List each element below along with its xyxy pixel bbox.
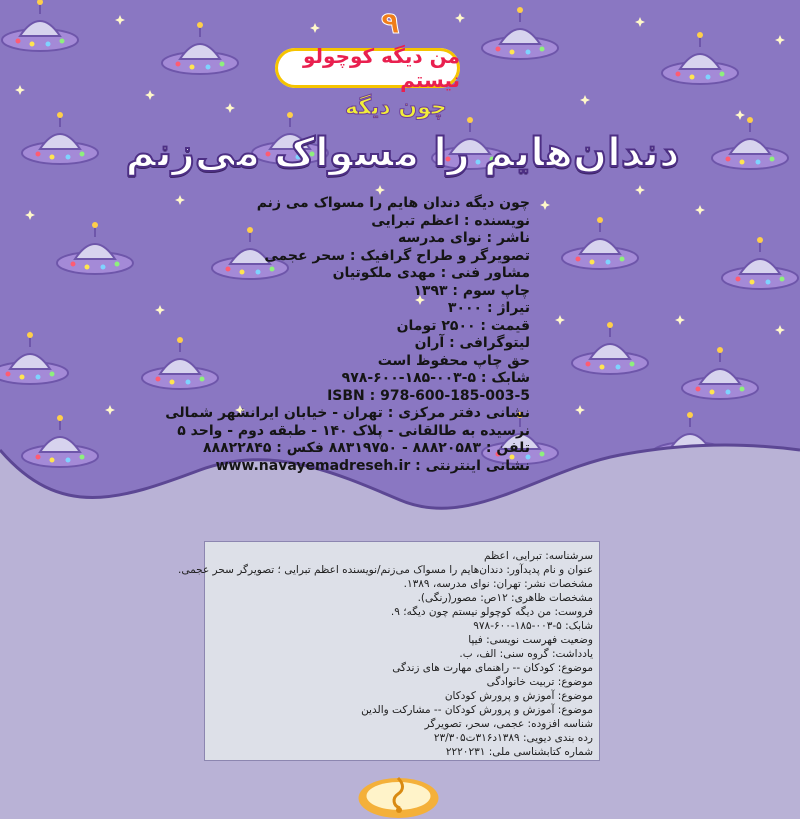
credit-line: نرسیده به طالقانی - پلاک ۱۴۰ - طبقه دوم - واحد ۵ — [177, 422, 530, 439]
cip-line: عنوان و نام پدیدآور: دندان‌هایم را مسواک می‌زنم/نویسنده اعظم تبرایی ؛ تصویرگر سحر عجمی. — [178, 564, 593, 576]
cip-line: موضوع: تربیت خانوادگی — [486, 676, 593, 688]
cip-line: شابک: ۵-۰۰۳-۱۸۵-۶۰۰-۹۷۸ — [473, 620, 593, 632]
publisher-logo-icon — [355, 770, 442, 819]
cip-line: موضوع: کودکان -- راهنمای مهارت های زندگی — [392, 662, 593, 674]
series-number: ۹ — [381, 6, 400, 41]
credit-line: چون دیگه دندان هایم را مسواک می زنم — [256, 195, 530, 211]
cip-line: شناسه افزوده: عجمی، سحر، تصویرگر — [424, 718, 593, 730]
cip-line: موضوع: آموزش و پرورش کودکان -- مشارکت والدین — [361, 704, 593, 716]
subtitle: چون دیگه — [345, 95, 447, 120]
credit-line: نشانی دفتر مرکزی : تهران - خیابان ایرانشهر شمالی — [165, 405, 530, 421]
credit-line: قیمت : ۲۵۰۰ تومان — [396, 317, 530, 334]
book-title: دندان‌هایم را مسواک می‌زنم — [125, 130, 680, 176]
credit-line: ناشر : نوای مدرسه — [398, 230, 530, 246]
cip-line: مشخصات ظاهری: ۱۲ص: مصور(رنگی). — [417, 592, 593, 604]
credit-line: لیتوگرافی : آران — [414, 335, 530, 351]
cip-line: فروست: من دیگه کوچولو نیستم چون دیگه؛ ۹. — [390, 606, 593, 618]
cataloging-text — [178, 549, 593, 759]
cip-line: مشخصات نشر: تهران: نوای مدرسه، ۱۳۸۹. — [403, 578, 593, 590]
series-title-badge: من دیگه کوچولو نیستم — [275, 48, 460, 88]
cip-line: موضوع: آموزش و پرورش کودکان — [444, 690, 593, 702]
credit-line: تلفن : ۸۸۸۲۰۵۸۳ - ۸۸۳۱۹۷۵۰ فکس : ۸۸۸۲۲۸۴۵ — [203, 440, 530, 456]
credit-line: حق چاپ محفوظ است — [377, 352, 530, 369]
cataloging-box — [178, 541, 600, 761]
cip-line: رده بندی دیویی: ۱۳۸۹د۳۱۶ت۲۳/۳۰۵ — [433, 732, 593, 744]
website-line: نشانی اینترنتی : www.navayemadreseh.ir — [215, 457, 530, 474]
cip-line: شماره کتابشناسی ملی: ۲۲۲۰۲۳۱ — [445, 746, 593, 758]
credit-line: چاپ سوم : ۱۳۹۳ — [413, 282, 530, 299]
credits-block — [30, 195, 530, 475]
credit-line: تیراژ : ۳۰۰۰ — [447, 300, 530, 316]
isbn-line: ISBN : 978-600-185-003-5 — [327, 387, 530, 404]
credit-line: مشاور فنی : مهدی ملکوتیان — [332, 265, 530, 281]
credit-line: شابک : ۵-۰۰۳-۱۸۵-۶۰۰-۹۷۸ — [341, 370, 530, 386]
cip-line: سرشناسه: تبرایی، اعظم — [483, 550, 593, 562]
credit-line: تصویرگر و طراح گرافیک : سحر عجمی — [264, 247, 530, 264]
credit-line: نویسنده : اعظم تبرایی — [371, 212, 530, 229]
cip-line: وضعیت فهرست نویسی: فیپا — [468, 634, 593, 646]
cip-line: یادداشت: گروه سنی: الف، ب. — [459, 648, 593, 660]
